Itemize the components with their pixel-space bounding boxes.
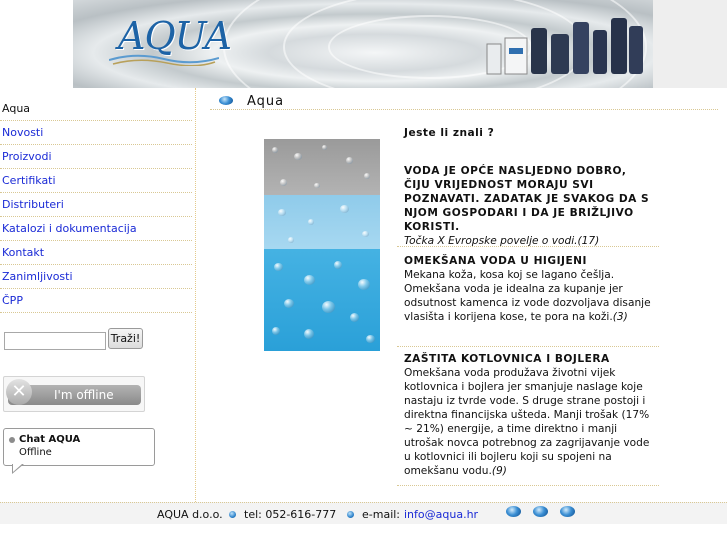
section2-ref: (9): [491, 465, 507, 477]
section1-ref: (3): [612, 311, 628, 323]
page-bottom-blank: [0, 524, 727, 545]
main-nav: [0, 97, 192, 313]
water-drop: [358, 279, 370, 290]
nav-item-proizvodi[interactable]: Proizvodi: [0, 145, 192, 169]
nav-item-aqua[interactable]: Aqua: [0, 97, 192, 121]
article-section-boilers: [397, 346, 659, 486]
aqua-logo[interactable]: AQUA: [118, 14, 231, 58]
nav-item-katalozi[interactable]: Katalozi i dokumentacija: [0, 217, 192, 241]
water-drops-image: [264, 139, 380, 351]
page-heading: [210, 91, 718, 110]
article-intro-block: [397, 120, 659, 247]
chat-status-box[interactable]: [3, 428, 155, 466]
quote-source: Točka X Evropske povelje o vodi.(17): [404, 235, 600, 247]
water-drop: [322, 145, 327, 150]
water-drop-button-icon[interactable]: [533, 506, 548, 517]
logo-wave-icon: [109, 52, 219, 66]
chat-title: Chat AQUA: [19, 434, 81, 445]
water-drop: [350, 313, 359, 322]
water-drop: [340, 205, 349, 213]
water-drop: [280, 179, 287, 186]
intro-heading: Jeste li znali ?: [404, 127, 495, 139]
chat-status: Offline: [19, 447, 52, 458]
water-drop: [322, 301, 335, 313]
water-drop: [272, 147, 278, 153]
water-drop-button-icon[interactable]: [506, 506, 521, 517]
water-drop-separator-icon: [347, 511, 354, 518]
water-drop: [366, 335, 375, 343]
water-drop: [284, 299, 294, 308]
sidebar: [0, 88, 196, 502]
footer-email-label: e-mail:: [362, 508, 401, 521]
nav-item-cpp[interactable]: ČPP: [0, 289, 192, 313]
water-drop: [362, 231, 369, 237]
water-softener-products-image: [485, 8, 645, 80]
header-right-blank: [653, 0, 727, 88]
water-drop: [278, 209, 286, 216]
footer-phone: tel: 052-616-777: [244, 508, 337, 521]
nav-item-kontakt[interactable]: Kontakt: [0, 241, 192, 265]
water-drop: [346, 157, 353, 164]
chat-offline-badge[interactable]: [3, 376, 145, 412]
close-x-icon: ✕: [6, 379, 32, 405]
water-drop: [288, 237, 294, 243]
water-drop-button-icon[interactable]: [560, 506, 575, 517]
water-drop: [308, 219, 314, 225]
search-input[interactable]: [4, 332, 106, 350]
water-drop: [274, 263, 283, 271]
nav-item-distributeri[interactable]: Distributeri: [0, 193, 192, 217]
status-dot-icon: [9, 437, 15, 443]
water-drop: [304, 275, 315, 285]
section1-body: Mekana koža, kosa koj se lagano češlja. Omekšana voda je idealna za kupanje jer odsutnost kamenca iz vode dozvoljava disanje vlasišta i korijena kose, te pora na koži.: [404, 269, 651, 323]
header-left-blank: [0, 0, 73, 88]
water-drop: [314, 183, 320, 188]
water-drop: [294, 153, 302, 160]
nav-item-certifikati[interactable]: Certifikati: [0, 169, 192, 193]
quote-text: VODA JE OPĆE NASLJEDNO DOBRO, ČIJU VRIJEDNOST MORAJU SVI POZNAVATI. ZADATAK JE SVAKOG DA S NJOM GOSPODARI I DA JE BRIŽLJIVO KORISTI.: [404, 165, 650, 233]
water-drop: [364, 173, 370, 179]
footer-email-link[interactable]: info@aqua.hr: [404, 508, 479, 521]
chat-bubble-tail-inner: [13, 464, 22, 472]
nav-item-novosti[interactable]: Novosti: [0, 121, 192, 145]
water-drop: [334, 261, 342, 269]
nav-item-zanimljivosti[interactable]: Zanimljivosti: [0, 265, 192, 289]
footer: [0, 502, 727, 525]
section1-title: OMEKŠANA VODA U HIGIJENI: [404, 255, 587, 267]
water-drop: [304, 329, 314, 339]
footer-company: AQUA d.o.o.: [157, 508, 223, 521]
image-band-lightblue: [264, 195, 380, 249]
article-section-hygiene: [397, 246, 659, 347]
water-drop-bullet-icon: [219, 96, 233, 105]
page-title: Aqua: [247, 94, 285, 109]
water-drop: [272, 327, 280, 335]
search-button[interactable]: Traži!: [108, 328, 143, 349]
header-banner: [73, 0, 653, 88]
water-drop-separator-icon: [229, 511, 236, 518]
section2-body: Omekšana voda produžava životni vijek kotlovnica i bojlera jer smanjuje naslage koje nastaju iz tvrde vode. S druge strane postoji i direktna financijska ušteda. Manji trošak (17% ~ 21%) energije, a time direktno i manji utrošak novca potrebnog za zagrijavanje vode u kotlovnici ili bojleru koji su spojeni na omekšanu vodu.: [404, 367, 650, 477]
article: [397, 120, 659, 490]
section2-title: ZAŠTITA KOTLOVNICA I BOJLERA: [404, 353, 610, 365]
offline-badge-label: I'm offline: [54, 388, 114, 402]
